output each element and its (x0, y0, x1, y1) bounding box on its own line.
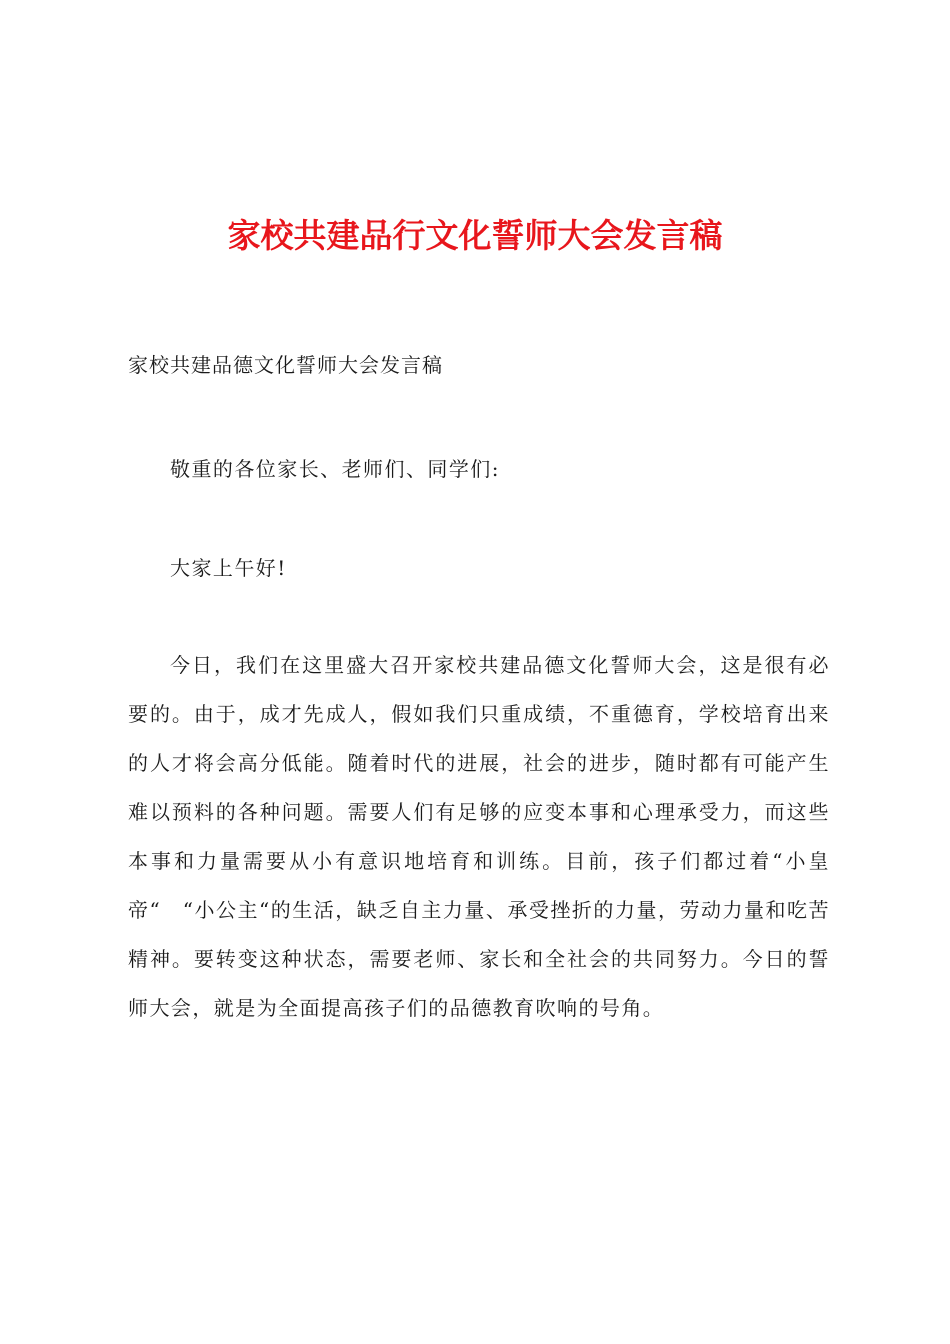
greeting-paragraph: 敬重的各位家长、老师们、同学们: (170, 457, 500, 481)
document-subtitle: 家校共建品德文化誓师大会发言稿 (128, 353, 443, 377)
hello-paragraph: 大家上午好! (170, 556, 287, 580)
body-paragraph: 今日，我们在这里盛大召开家校共建品德文化誓师大会，这是很有必要的。由于，成才先成人，假如我们只重成绩，不重德育，学校培育出来的人才将会高分低能。随着时代的进展，社会的进步，随时都有可能产生难以预料的各种问题。需要人们有足够的应变本事和心理承受力，而这些本事和力量需要从小有意识地培育和训练。目前，孩子们都过着“小皇帝“ “小公主“的生活，缺乏自主力量、承受挫折的力量，劳动力量和吃苦精神。要转变这种状态，需要老师、家长和全社会的共同努力。今日的誓师大会，就是为全面提高孩子们的品德教育吹响的号角。 (128, 653, 830, 1020)
document-title: 家校共建品行文化誓师大会发言稿 (227, 216, 723, 255)
